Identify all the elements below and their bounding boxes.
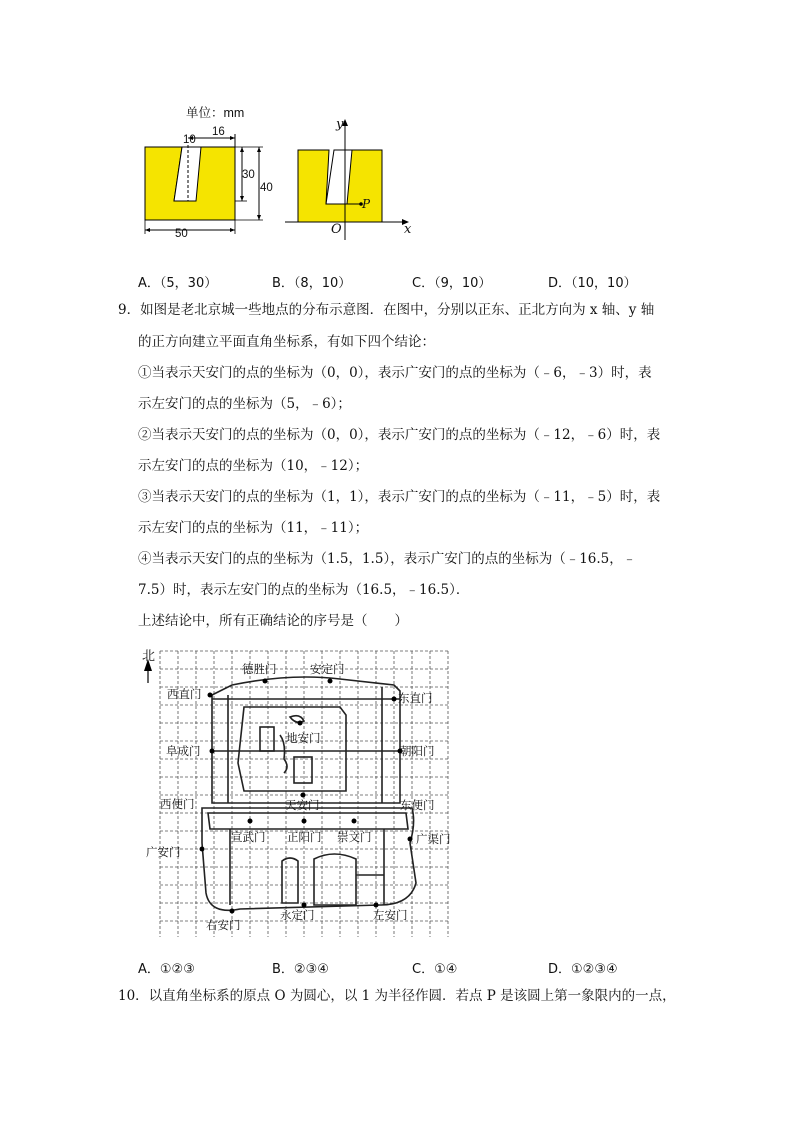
map-north-label: 北: [142, 649, 156, 664]
dim-16-label: 16: [212, 126, 225, 138]
q8-option-b[interactable]: B．（8，10）: [272, 276, 352, 291]
dim-50-label: 50: [175, 228, 188, 240]
place-chongwenmen: 崇文门: [337, 832, 372, 844]
place-xibianmen: 西便门: [160, 799, 195, 811]
q9-conclusion-3a: ③当表示天安门的点的坐标为（1，1），表示广安门的点的坐标为（﹣11，﹣5）时，表: [138, 489, 661, 505]
place-yongdingmen: 永定门: [280, 910, 315, 922]
place-dongzhimen: 东直门: [398, 693, 433, 705]
place-andingmen: 安定门: [310, 664, 345, 676]
place-guangqumen: 广渠门: [416, 834, 451, 846]
point-p-label: P: [362, 197, 371, 211]
place-zuoanmen: 左安门: [373, 910, 408, 922]
q9-stem-line-2: 的正方向建立平面直角坐标系，有如下四个结论：: [138, 334, 435, 350]
q9-stem-line-1: 9．如图是老北京城一些地点的分布示意图．在图中，分别以正东、正北方向为 x 轴、y 轴: [118, 302, 655, 318]
q8-option-d[interactable]: D．（10，10）: [548, 276, 637, 291]
q9-conclusion-2b: 示左安门的点的坐标为（10，﹣12）；: [138, 458, 369, 474]
place-tiananmen: 天安门: [285, 800, 320, 812]
dim-30-label: 30: [242, 169, 255, 181]
place-zhengyangmen: 正阳门: [287, 832, 322, 844]
figure-2-coordinate-diagram: [285, 115, 415, 240]
dim-40-label: 40: [260, 182, 273, 194]
slot-trapezoid-2: [326, 150, 352, 204]
origin-label: O: [331, 222, 342, 237]
place-youanmen: 右安门: [206, 920, 241, 932]
place-dongbianmen: 东便门: [400, 800, 435, 812]
q9-conclusion-4a: ④当表示天安门的点的坐标为（1.5，1.5），表示广安门的点的坐标为（﹣16.5，﹣: [138, 551, 637, 567]
place-dianmen: 地安门: [286, 733, 321, 745]
place-guanganmen: 广安门: [146, 847, 181, 859]
x-axis-label: x: [404, 222, 412, 237]
q8-option-a[interactable]: A．（5，30）: [138, 276, 218, 291]
figure-1-slot-diagram: [135, 100, 280, 245]
q9-option-d[interactable]: D．①②③④: [548, 962, 618, 977]
q9-conclusion-2a: ②当表示天安门的点的坐标为（0，0），表示广安门的点的坐标为（﹣12，﹣6）时，表: [138, 427, 661, 443]
q9-option-b[interactable]: B．②③④: [272, 962, 329, 977]
q9-option-c[interactable]: C．①④: [412, 962, 458, 977]
q9-conclusion-1a: ①当表示天安门的点的坐标为（0，0），表示广安门的点的坐标为（﹣6，﹣3）时，表: [138, 365, 652, 381]
place-xizhimen: 西直门: [167, 689, 202, 701]
unit-label: 单位：mm: [186, 106, 245, 120]
place-xuanwumen: 宣武门: [231, 832, 266, 844]
q9-conclusion-3b: 示左安门的点的坐标为（11，﹣11）；: [138, 520, 369, 536]
y-axis-label: y: [336, 117, 344, 132]
q9-conclusion-4b: 7.5）时，表示左安门的点的坐标为（16.5，﹣16.5）．: [138, 582, 470, 598]
dim-10-label: 10: [183, 134, 196, 146]
map-points: [200, 679, 413, 914]
place-chaoyangmen: 朝阳门: [400, 746, 435, 758]
place-fuchengmen: 阜成门: [166, 746, 201, 758]
q9-question: 上述结论中，所有正确结论的序号是（ ）: [138, 613, 408, 629]
q8-option-c[interactable]: C．（9，10）: [412, 276, 492, 291]
city-wall-outline: [202, 677, 416, 910]
q10-stem-line-1: 10．以直角坐标系的原点 O 为圆心，以 1 为半径作圆．若点 P 是该圆上第一象限内的一点，: [118, 988, 676, 1004]
place-deshengmen: 德胜门: [242, 664, 277, 676]
q9-option-a[interactable]: A．①②③: [138, 962, 195, 977]
q9-conclusion-1b: 示左安门的点的坐标为（5，﹣6）；: [138, 396, 351, 412]
